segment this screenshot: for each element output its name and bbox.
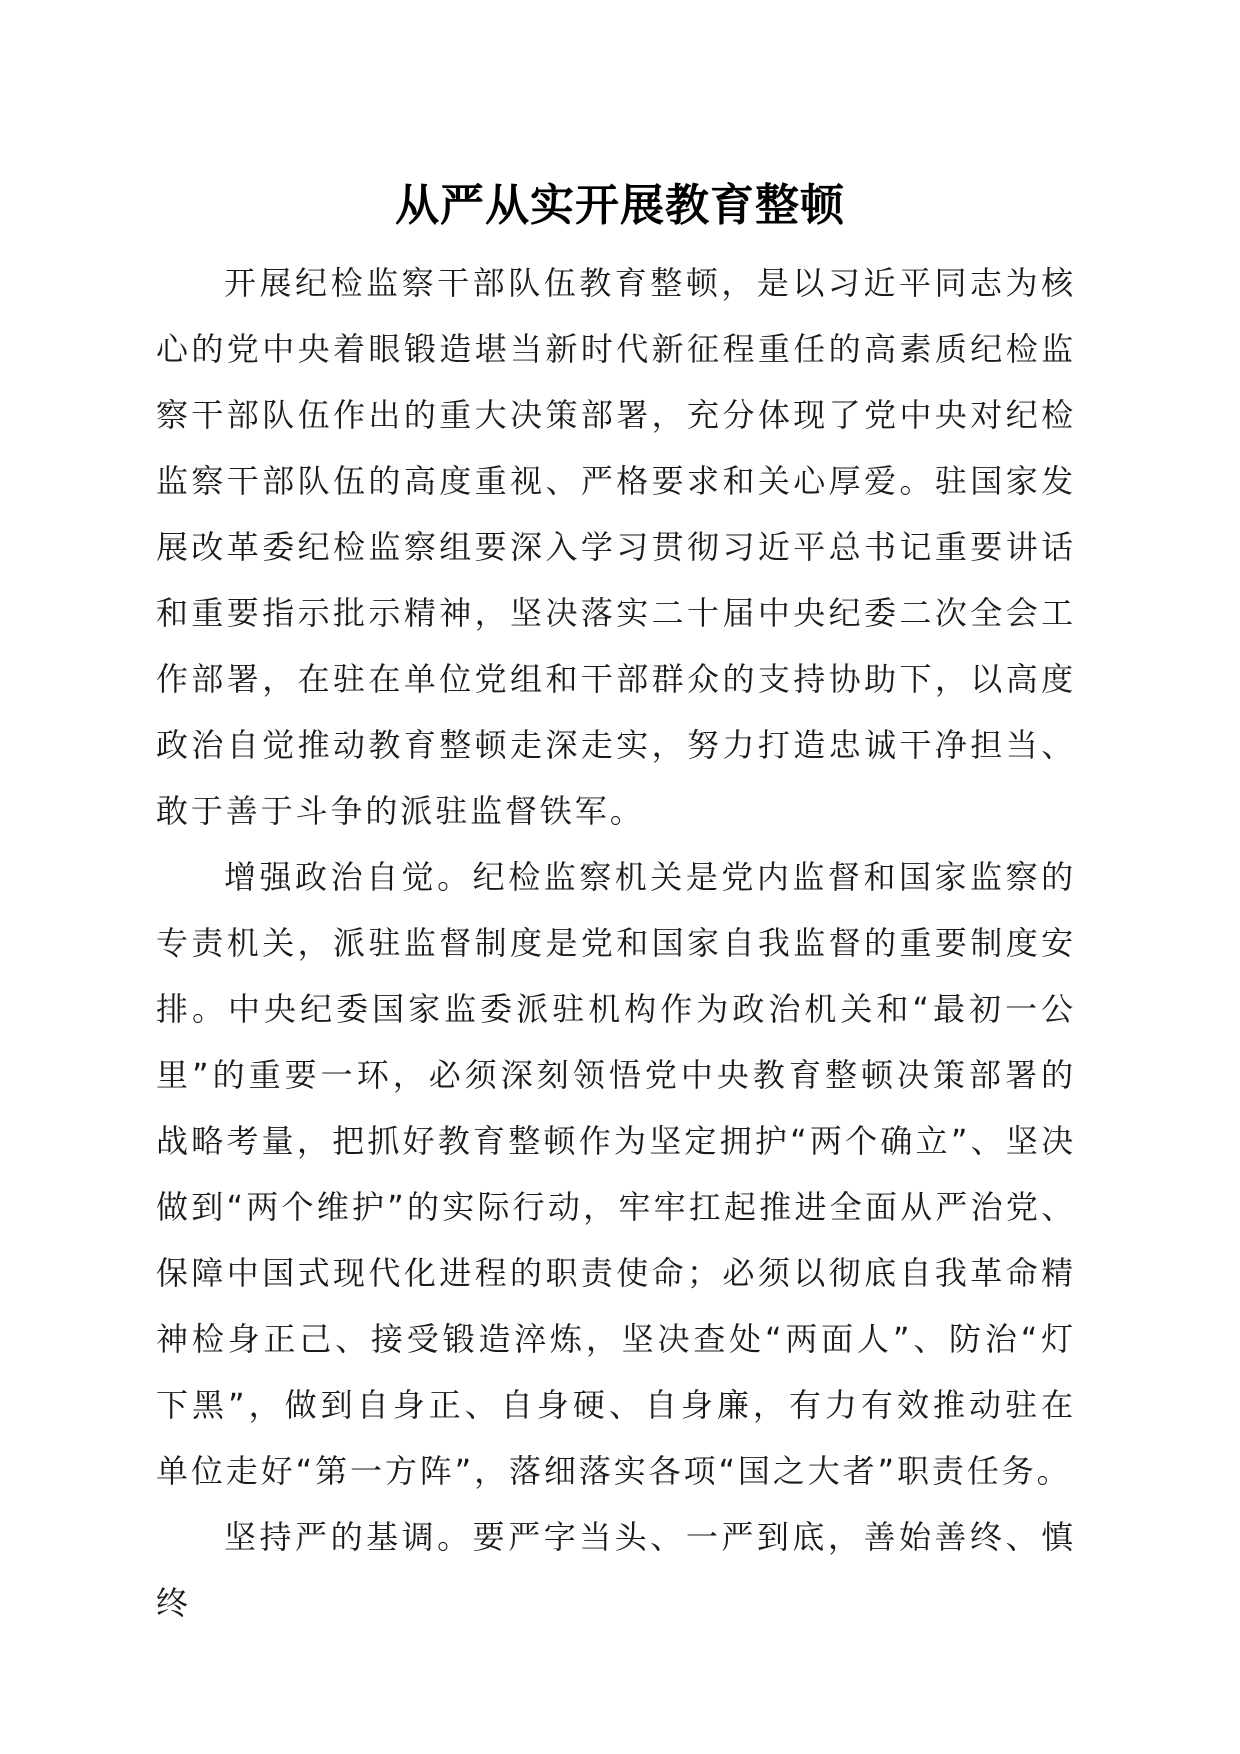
paragraph-intro: 开展纪检监察干部队伍教育整顿，是以习近平同志为核心的党中央着眼锻造堪当新时代新征程重任的高素质纪检监察干部队伍作出的重大决策部署，充分体现了党中央对纪检监察干部队伍的高度重视、严格要求和关心厚爱。驻国家发展改革委纪检监察组要深入学习贯彻习近平总书记重要讲话和重要指示批示精神，坚决落实二十届中央纪委二次全会工作部署，在驻在单位党组和干部群众的支持协助下，以高度政治自觉推动教育整顿走深走实，努力打造忠诚干净担当、敢于善于斗争的派驻监督铁军。 [156,264,1076,830]
document-body [156,250,1076,1636]
paragraph-political-awareness: 增强政治自觉。纪检监察机关是党内监督和国家监察的专责机关，派驻监督制度是党和国家自我监督的重要制度安排。中央纪委国家监委派驻机构作为政治机关和“最初一公里”的重要一环，必须深刻领悟党中央教育整顿决策部署的战略考量，把抓好教育整顿作为坚定拥护“两个确立”、坚决做到“两个维护”的实际行动，牢牢扛起推进全面从严治党、保障中国式现代化进程的职责使命；必须以彻底自我革命精神检身正己、接受锻造淬炼，坚决查处“两面人”、防治“灯下黑”，做到自身正、自身硬、自身廉，有力有效推动驻在单位走好“第一方阵”，落细落实各项“国之大者”职责任务。 [156,858,1076,1490]
document-title: 从严从实开展教育整顿 [395,180,845,231]
paragraph-strict-tone: 坚持严的基调。要严字当头、一严到底，善始善终、慎终 [156,1518,1076,1622]
